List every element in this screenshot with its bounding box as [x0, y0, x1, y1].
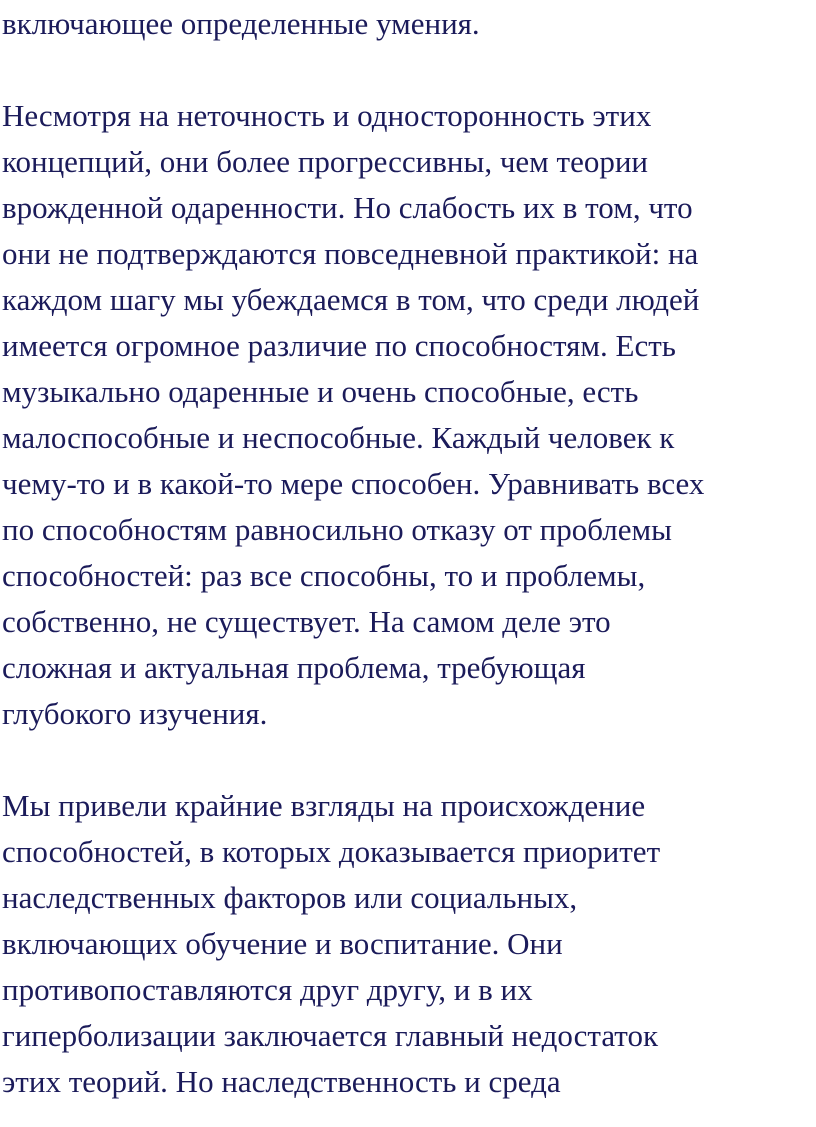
text-line: наследственных факторов или социальных, — [2, 880, 578, 915]
text-line: малоспособные и неспособные. Каждый человек к — [2, 420, 675, 455]
text-line: глубокого изучения. — [2, 696, 268, 731]
text-line: Несмотря на неточность и односторонность этих — [2, 98, 652, 133]
text-line: по способностям равносильно отказу от проблемы — [2, 512, 672, 547]
text-line: они не подтверждаются повседневной практикой: на — [2, 236, 699, 271]
text-line: собственно, не существует. На самом деле это — [2, 604, 611, 639]
text-line: сложная и актуальная проблема, требующая — [2, 650, 586, 685]
text-line: способностей: раз все способны, то и проблемы, — [2, 558, 646, 593]
text-line: чему-то и в какой-то мере способен. Уравнивать всех — [2, 466, 705, 501]
text-line: способностей, в которых доказывается приоритет — [2, 834, 661, 869]
text-line: концепций, они более прогрессивны, чем теории — [2, 144, 649, 179]
text-line: гиперболизации заключается главный недостаток — [2, 1018, 659, 1053]
text-line: врожденной одаренности. Но слабость их в том, что — [2, 190, 693, 225]
text-line: этих теорий. Но наследственность и среда — [2, 1064, 561, 1099]
text-line: включающее определенные умения. — [2, 6, 480, 41]
text-line: противопоставляются друг другу, и в их — [2, 972, 533, 1007]
text-line: имеется огромное различие по способностям. Есть — [2, 328, 676, 363]
text-line: Мы привели крайние взгляды на происхождение — [2, 788, 646, 823]
text-line: включающих обучение и воспитание. Они — [2, 926, 563, 961]
text-line: каждом шагу мы убеждаемся в том, что среди людей — [2, 282, 700, 317]
text-line: музыкально одаренные и очень способные, есть — [2, 374, 639, 409]
